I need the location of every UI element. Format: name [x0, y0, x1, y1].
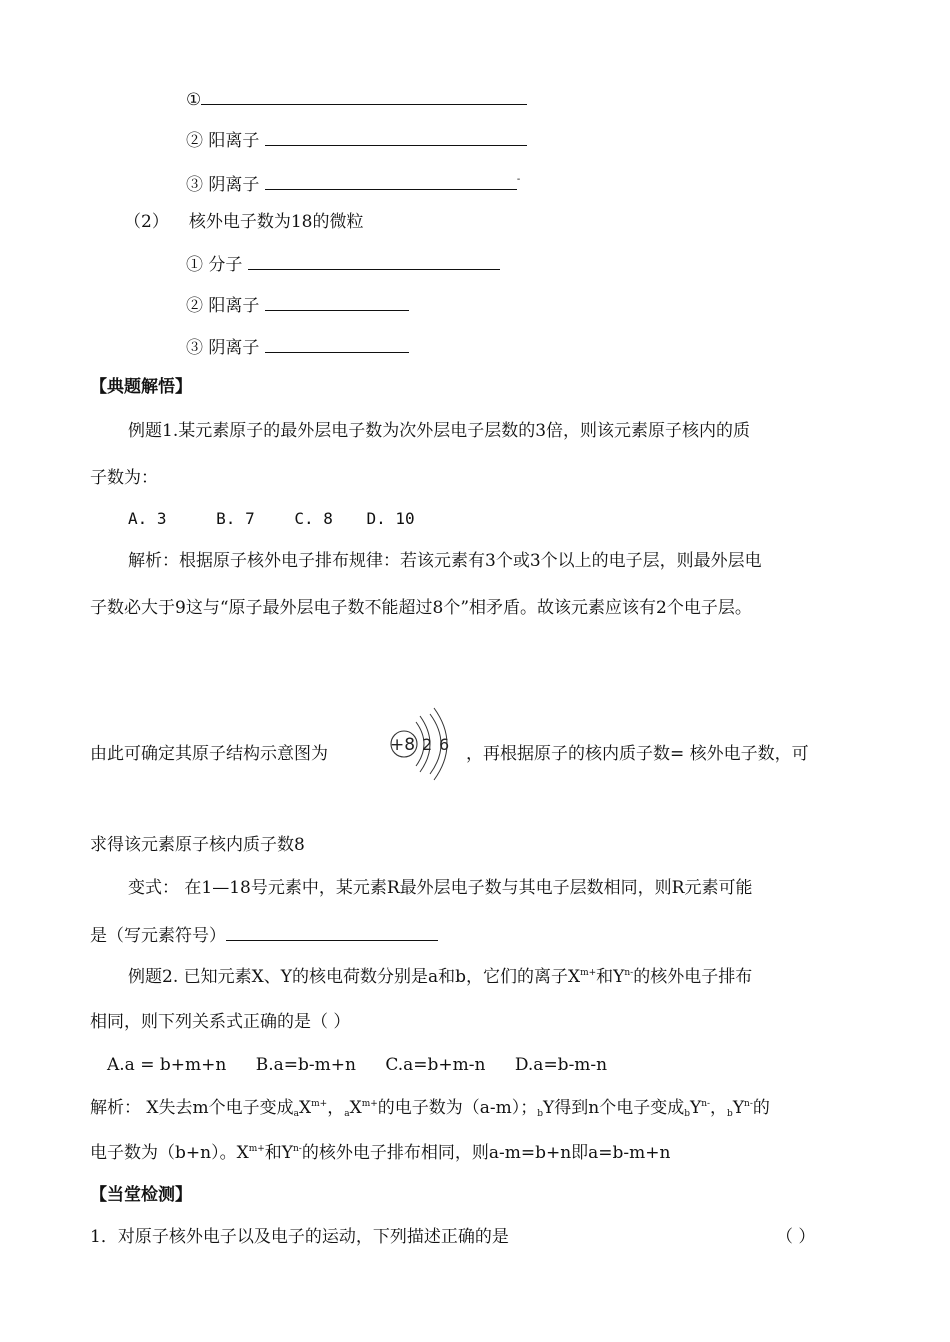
section-heading-examples: 【典题解悟】 — [90, 377, 192, 397]
part2-item-1-label: ① 分子 — [186, 255, 243, 275]
fill-blank[interactable] — [201, 86, 527, 105]
example1-question-line1: 例题1.某元素原子的最外层电子数为次外层电子层数的3倍，则该元素原子核内的质 — [128, 421, 751, 441]
example2-a4-sup: n- — [701, 1099, 711, 1109]
example2-a2-sup: m+ — [361, 1099, 378, 1109]
example2-a5-sub: b — [727, 1109, 733, 1119]
example1-diagram-after: ，再根据原子的核内质子数= 核外电子数，可 — [466, 744, 809, 764]
example2-question-line1 — [128, 965, 752, 989]
part2-item-1 — [186, 251, 500, 277]
example1-option-b: B. 7 — [216, 509, 255, 528]
example2-b1: 电子数为（b+n）。X — [90, 1143, 249, 1163]
fill-blank[interactable] — [265, 334, 409, 353]
example2-b3: 的核外电子排布相同，则a-m=b+n即a=b-m+n — [301, 1143, 671, 1163]
variant-line1: 变式： 在1—18号元素中，某元素R最外层电子数与其电子层数相同，则R元素可能 — [128, 878, 753, 898]
example2-option-d: D.a=b-m-n — [514, 1055, 608, 1075]
example2-q-part1: 例题2. 已知元素X、Y的核电荷数分别是a和b，它们的离子X — [128, 967, 581, 987]
example2-a5: ， — [710, 1098, 728, 1118]
part2-item-3-label: ③ 阴离子 — [186, 338, 260, 358]
example2-analysis-line1 — [90, 1096, 770, 1120]
example2-b2-sup: n- — [293, 1144, 302, 1154]
example2-a1-sub: a — [293, 1109, 300, 1119]
example2-q-part2: 和Y — [596, 967, 625, 987]
example2-options — [107, 1053, 607, 1077]
part2-number: （2） — [124, 212, 169, 232]
example2-a1: 解析： X失去m个电子变成 — [90, 1098, 294, 1118]
example2-question-line2: 相同，则下列关系式正确的是（ ） — [90, 1012, 351, 1032]
example2-a3-sub: b — [537, 1109, 544, 1119]
example2-a6: 的 — [752, 1098, 770, 1118]
fill-item-3 — [186, 168, 520, 197]
example2-option-a: A.a = b+m+n — [107, 1055, 227, 1075]
example2-a5-sup: n- — [744, 1099, 753, 1109]
example2-a3: 的电子数为（a-m）； — [377, 1098, 538, 1118]
variant-line2-text: 是（写元素符号） — [90, 926, 226, 946]
example2-option-c: C.a=b+m-n — [385, 1055, 486, 1075]
example2-a2-x: X — [349, 1098, 362, 1118]
part2-title: 核外电子数为18的微粒 — [188, 212, 364, 232]
atom-shell-1-count: 2 — [422, 735, 433, 754]
example1-option-d: D. 10 — [366, 509, 415, 528]
part2-item-3 — [186, 334, 409, 360]
example1-analysis-line1: 解析：根据原子核外电子排布规律：若该元素有3个或3个以上的电子层，则最外层电 — [128, 551, 762, 571]
fill-item-1-label: ① — [186, 90, 202, 110]
atom-shell-2-count: 6 — [439, 735, 450, 754]
example2-b1-sup: m+ — [248, 1144, 265, 1154]
example1-options — [128, 507, 415, 531]
fill-blank[interactable] — [226, 922, 438, 941]
atom-structure-diagram — [384, 706, 464, 796]
part2-item-2 — [186, 292, 409, 318]
part2-header — [124, 210, 363, 234]
example2-q-part3: 的核外电子排布 — [633, 967, 753, 987]
section-heading-check: 【当堂检测】 — [90, 1185, 192, 1205]
example2-a1-x: X — [299, 1098, 312, 1118]
example2-a4: Y得到n个电子变成 — [543, 1098, 685, 1118]
fill-blank[interactable] — [265, 171, 517, 190]
example2-a2: ， — [327, 1098, 345, 1118]
example2-a1-sup: m+ — [311, 1099, 328, 1109]
example1-analysis-line2: 子数必大于9这与“原子最外层电子数不能超过8个”相矛盾。故该元素应该有2个电子层。 — [90, 598, 752, 618]
fill-blank[interactable] — [265, 127, 527, 146]
example2-a4-sub: b — [684, 1109, 690, 1119]
atom-nucleus-charge: +8 — [390, 735, 416, 755]
part2-item-2-label: ② 阳离子 — [186, 296, 260, 316]
example1-option-a: A. 3 — [128, 509, 167, 528]
question1-text: 1．对原子核外电子以及电子的运动，下列描述正确的是 — [90, 1227, 509, 1247]
variant-line2 — [90, 922, 438, 948]
question1-bracket[interactable]: （ ） — [776, 1227, 816, 1247]
fill-item-2 — [186, 127, 527, 153]
example2-a5-y: Y — [732, 1098, 745, 1118]
example1-question-line2: 子数为： — [90, 468, 158, 488]
fill-item-3-mark: - — [516, 174, 521, 185]
fill-item-3-label: ③ 阴离子 — [186, 175, 260, 195]
example2-b2: 和Y — [264, 1143, 293, 1163]
example1-diagram-before: 由此可确定其原子结构示意图为 — [90, 744, 328, 764]
fill-item-2-label: ② 阳离子 — [186, 131, 260, 151]
example2-analysis-line2 — [90, 1141, 670, 1165]
example2-option-b: B.a=b-m+n — [255, 1055, 356, 1075]
example2-a2-sub: a — [344, 1109, 350, 1119]
example2-q-sup2: n- — [624, 968, 634, 978]
example2-q-sup1: m+ — [580, 968, 597, 978]
fill-blank[interactable] — [248, 251, 500, 270]
fill-item-1 — [186, 86, 527, 112]
example1-option-c: C. 8 — [294, 509, 333, 528]
example2-a4-y: Y — [689, 1098, 702, 1118]
example1-conclusion: 求得该元素原子核内质子数8 — [90, 835, 305, 855]
fill-blank[interactable] — [265, 292, 409, 311]
